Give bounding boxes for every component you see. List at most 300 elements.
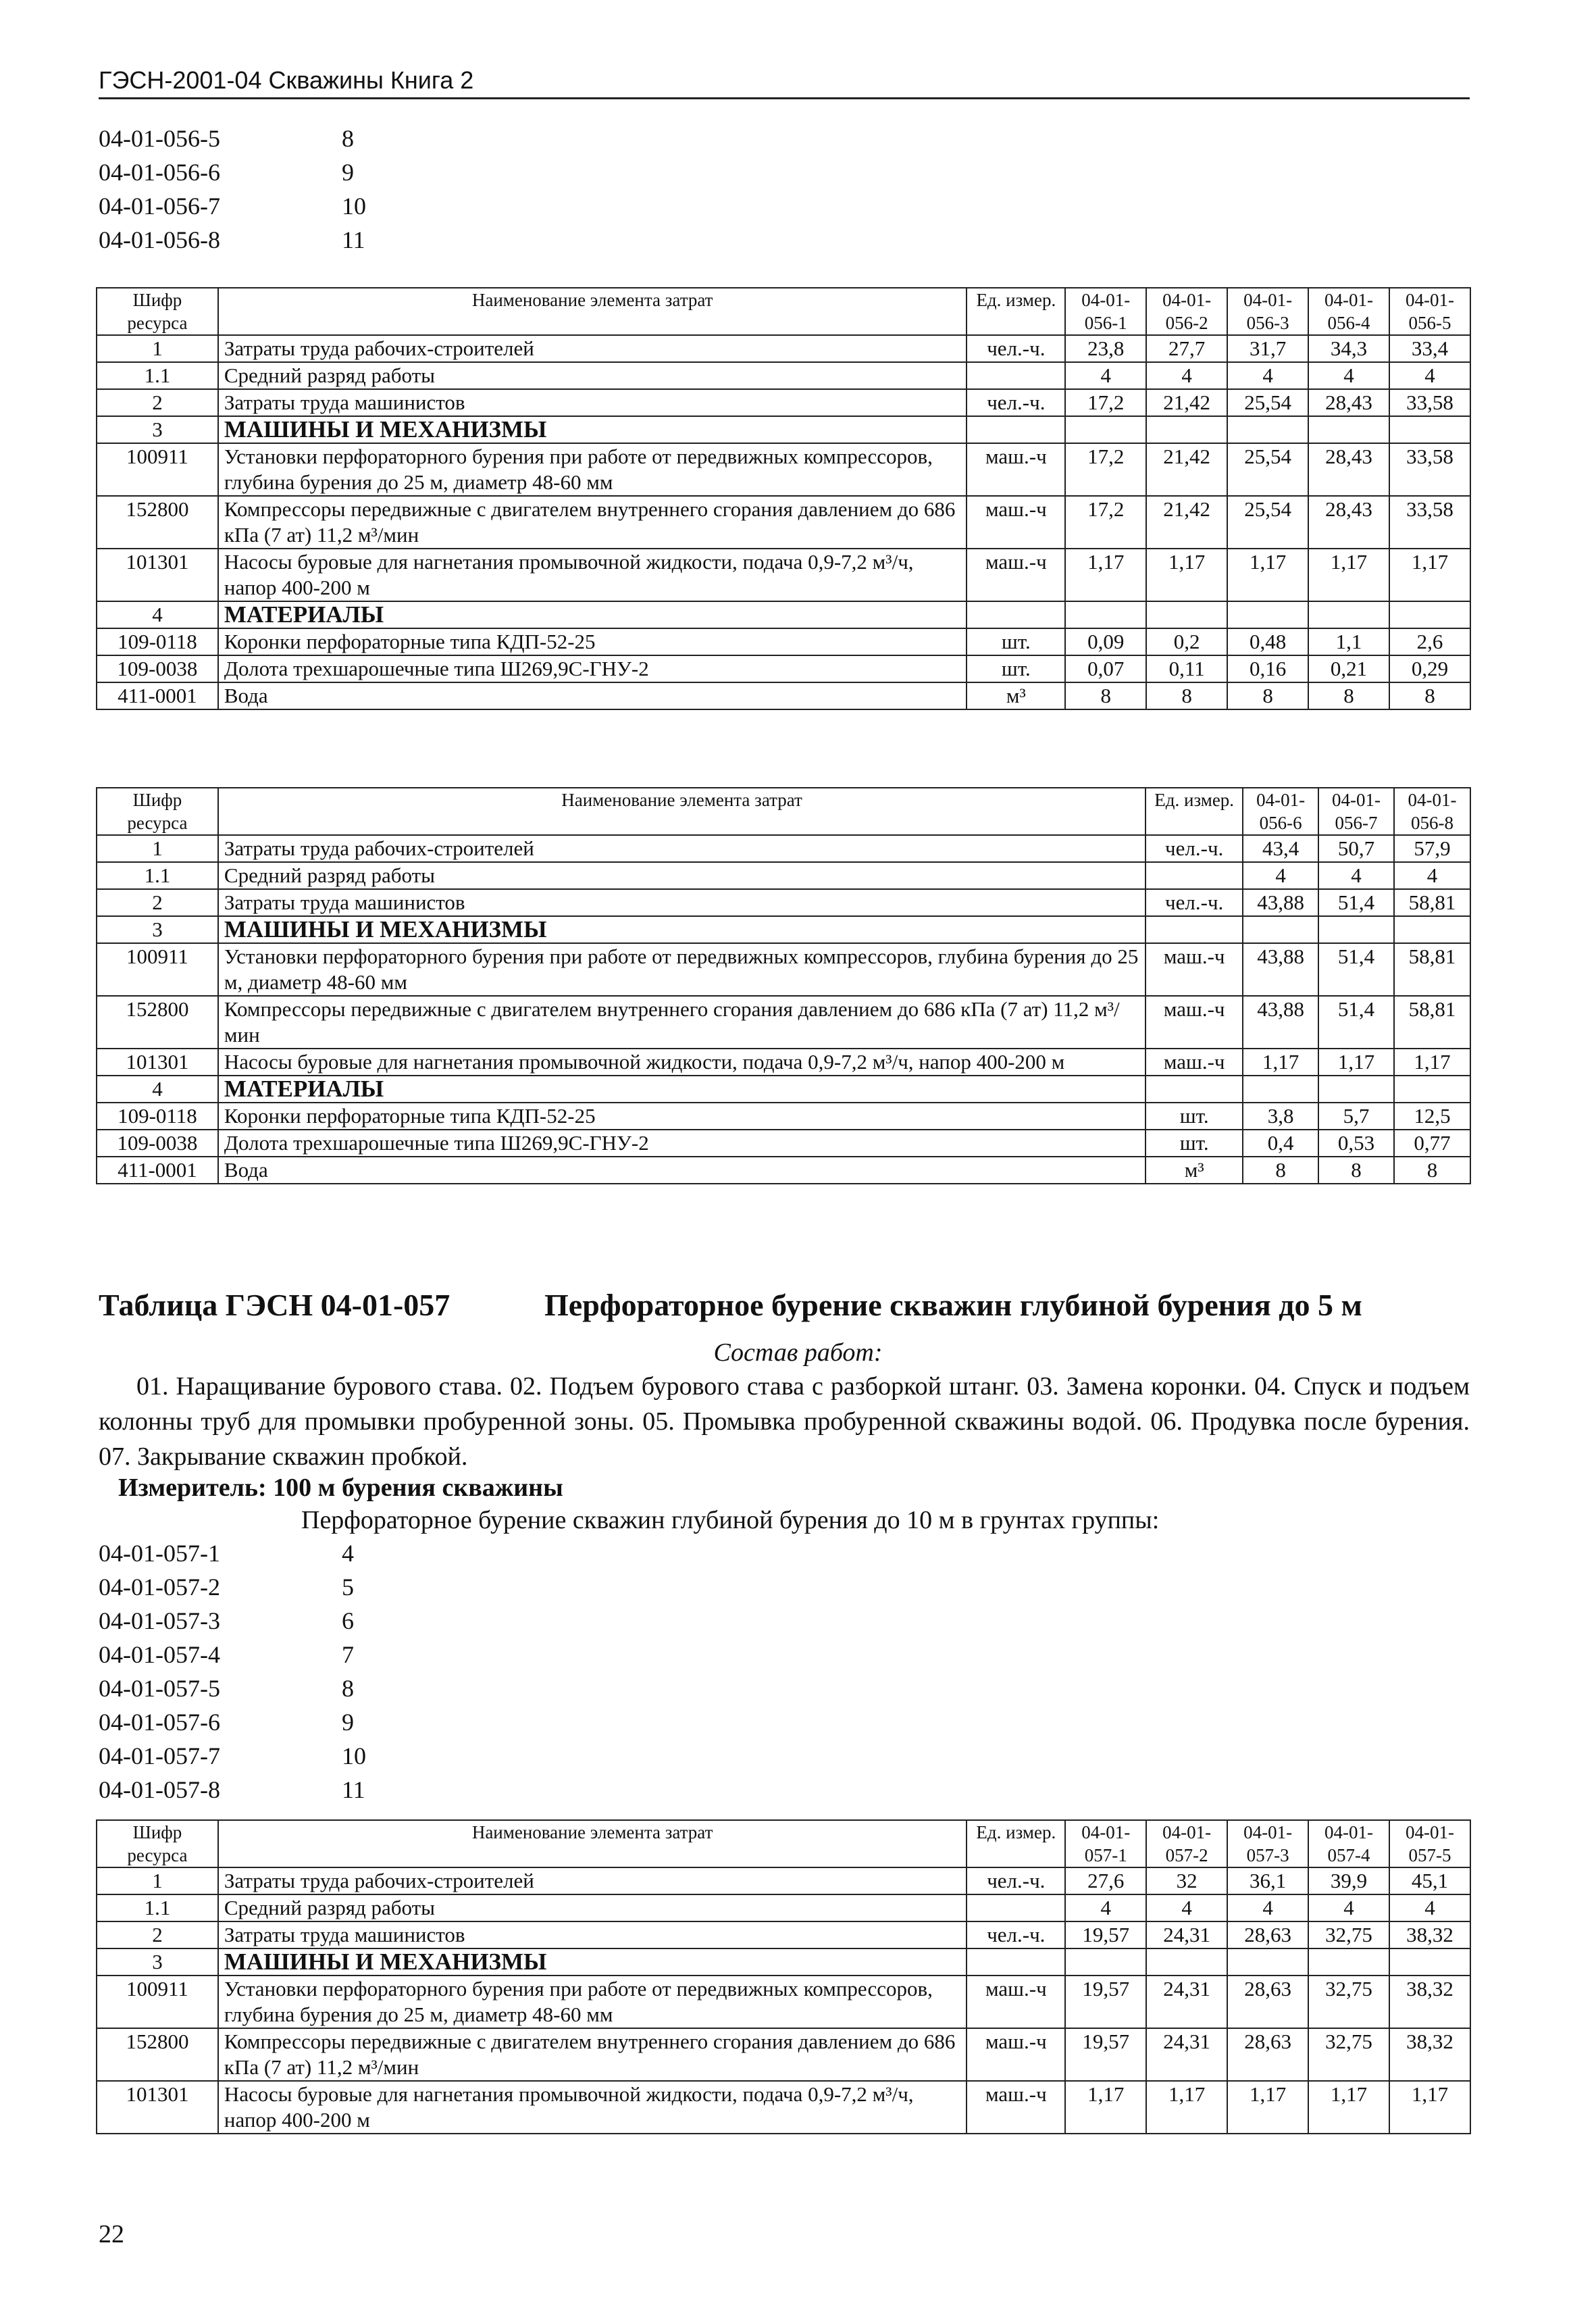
- row-name: Долота трехшарошечные типа Ш269,9С-ГНУ-2: [218, 655, 967, 682]
- code-number: 04-01-056-5: [99, 125, 220, 152]
- row-code: 1.1: [97, 1894, 218, 1921]
- row-value: 8: [1065, 682, 1146, 709]
- soil-group: 4: [342, 1540, 354, 1567]
- row-value: [1146, 1948, 1227, 1976]
- code-row: [99, 1638, 366, 1671]
- row-value: 1,17: [1308, 549, 1389, 601]
- table-row: [97, 835, 1470, 862]
- row-value: 28,43: [1308, 496, 1389, 549]
- row-value: 57,9: [1394, 835, 1470, 862]
- row-value: 34,3: [1308, 335, 1389, 362]
- table-row: [97, 916, 1470, 943]
- row-value: [1308, 1948, 1389, 1976]
- row-code: 152800: [97, 496, 218, 549]
- row-value: 19,57: [1065, 1921, 1146, 1948]
- row-value: [1394, 916, 1470, 943]
- row-value: 1,17: [1065, 549, 1146, 601]
- header-row: [97, 288, 1470, 335]
- row-name: Компрессоры передвижные с двигателем внутреннего сгорания давлением до 686 кПа (7 ат) 11,2 м³/мин: [218, 496, 967, 549]
- row-code: 101301: [97, 1049, 218, 1076]
- row-value: 23,8: [1065, 335, 1146, 362]
- row-code: 101301: [97, 2081, 218, 2134]
- row-value: 17,2: [1065, 389, 1146, 416]
- header-col: 04-01-056-5: [1389, 288, 1470, 335]
- row-code: 2: [97, 389, 218, 416]
- header-col: 04-01-056-4: [1308, 288, 1389, 335]
- row-unit: [1145, 1076, 1243, 1103]
- meter-label: Измеритель: 100 м бурения скважины: [118, 1474, 563, 1502]
- code-row: [99, 1773, 366, 1807]
- row-value: 28,63: [1227, 2028, 1308, 2081]
- row-value: 0,77: [1394, 1130, 1470, 1157]
- table-row: [97, 943, 1470, 996]
- row-name: Средний разряд работы: [218, 1894, 967, 1921]
- row-value: 0,09: [1065, 628, 1146, 655]
- header-name: Наименование элемента затрат: [218, 788, 1145, 835]
- section-heading: МАШИНЫ И МЕХАНИЗМЫ: [218, 416, 967, 443]
- row-value: [1318, 916, 1394, 943]
- row-value: 1,17: [1243, 1049, 1318, 1076]
- table-row: [97, 601, 1470, 628]
- row-value: 8: [1146, 682, 1227, 709]
- code-row: [99, 189, 366, 223]
- table-row: [97, 1894, 1470, 1921]
- header-col: 04-01-056-1: [1065, 288, 1146, 335]
- row-value: 1,17: [1146, 2081, 1227, 2134]
- row-name: Затраты труда рабочих-строителей: [218, 335, 967, 362]
- row-name: Насосы буровые для нагнетания промывочной жидкости, подача 0,9-7,2 м³/ч, напор 400-200 м: [218, 549, 967, 601]
- row-value: 1,17: [1389, 549, 1470, 601]
- row-unit: чел.-ч.: [1145, 835, 1243, 862]
- row-value: 1,17: [1146, 549, 1227, 601]
- soil-group: 6: [342, 1607, 354, 1634]
- row-value: 38,32: [1389, 2028, 1470, 2081]
- header-unit: Ед. измер.: [967, 1820, 1065, 1867]
- code-row: [99, 122, 366, 155]
- row-value: 25,54: [1227, 389, 1308, 416]
- row-code: 1.1: [97, 362, 218, 389]
- section-heading: МАТЕРИАЛЫ: [218, 601, 967, 628]
- row-value: 58,81: [1394, 889, 1470, 916]
- row-value: 0,11: [1146, 655, 1227, 682]
- row-value: 4: [1227, 1894, 1308, 1921]
- row-code: 109-0118: [97, 628, 218, 655]
- header-col: 04-01-056-3: [1227, 288, 1308, 335]
- row-value: [1065, 416, 1146, 443]
- row-value: 43,88: [1243, 996, 1318, 1049]
- row-unit: шт.: [967, 628, 1065, 655]
- row-name: Затраты труда машинистов: [218, 389, 967, 416]
- soil-group: 5: [342, 1574, 354, 1601]
- row-value: 3,8: [1243, 1103, 1318, 1130]
- row-value: 51,4: [1318, 996, 1394, 1049]
- row-value: 43,88: [1243, 889, 1318, 916]
- row-unit: маш.-ч: [1145, 996, 1243, 1049]
- table-row: [97, 655, 1470, 682]
- row-value: 38,32: [1389, 1921, 1470, 1948]
- code-number: 04-01-057-4: [99, 1641, 220, 1668]
- row-value: 1,17: [1308, 2081, 1389, 2134]
- row-value: 32: [1146, 1867, 1227, 1894]
- row-value: 33,58: [1389, 389, 1470, 416]
- cost-table-056-1-5: [96, 287, 1471, 710]
- cost-table-056-6-8: [96, 787, 1471, 1184]
- row-value: [1318, 1076, 1394, 1103]
- row-value: 32,75: [1308, 1976, 1389, 2028]
- row-value: 51,4: [1318, 889, 1394, 916]
- row-value: 19,57: [1065, 1976, 1146, 2028]
- page-header: ГЭСН-2001-04 Скважины Книга 2: [99, 66, 1470, 99]
- row-name: Установки перфораторного бурения при работе от передвижных компрессоров, глубина бурения до 25 м, диаметр 48-60 мм: [218, 443, 967, 496]
- header-name: Наименование элемента затрат: [218, 1820, 967, 1867]
- header-col: 04-01-056-2: [1146, 288, 1227, 335]
- header-col: 04-01-057-2: [1146, 1820, 1227, 1867]
- table-row: [97, 996, 1470, 1049]
- row-code: 109-0038: [97, 1130, 218, 1157]
- row-value: [1243, 1076, 1318, 1103]
- row-name: Средний разряд работы: [218, 362, 967, 389]
- row-code: 411-0001: [97, 1157, 218, 1184]
- row-value: 8: [1318, 1157, 1394, 1184]
- table-row: [97, 1948, 1470, 1976]
- soil-group: 8: [342, 125, 354, 152]
- row-value: 1,17: [1318, 1049, 1394, 1076]
- header-col: 04-01-057-1: [1065, 1820, 1146, 1867]
- row-value: 8: [1243, 1157, 1318, 1184]
- row-value: 1,17: [1065, 2081, 1146, 2134]
- row-unit: маш.-ч: [967, 2028, 1065, 2081]
- row-name: Затраты труда машинистов: [218, 889, 1145, 916]
- row-value: 38,32: [1389, 1976, 1470, 2028]
- row-value: 32,75: [1308, 2028, 1389, 2081]
- code-number: 04-01-057-3: [99, 1607, 220, 1634]
- code-number: 04-01-057-2: [99, 1574, 220, 1601]
- code-row: [99, 1536, 366, 1570]
- table-row: [97, 1130, 1470, 1157]
- row-name: Установки перфораторного бурения при работе от передвижных компрессоров, глубина бурения до 25 м, диаметр 48-60 мм: [218, 943, 1145, 996]
- row-code: 101301: [97, 549, 218, 601]
- table-row: [97, 2028, 1470, 2081]
- row-unit: шт.: [967, 655, 1065, 682]
- row-unit: чел.-ч.: [967, 1921, 1065, 1948]
- code-row: [99, 1604, 366, 1638]
- row-value: 8: [1389, 682, 1470, 709]
- row-unit: маш.-ч: [967, 443, 1065, 496]
- code-number: 04-01-057-6: [99, 1709, 220, 1736]
- row-value: 4: [1065, 362, 1146, 389]
- table-row: [97, 1103, 1470, 1130]
- row-value: 1,17: [1394, 1049, 1470, 1076]
- row-code: 411-0001: [97, 682, 218, 709]
- table-row: [97, 389, 1470, 416]
- composition-text: 01. Наращивание бурового става. 02. Подъем бурового става с разборкой штанг. 03. Замена коронки. 04. Спуск и подъем колонны труб для промывки пробуренной зоны. 05. Промывка пробуренной скважины водой. 06. Продувка после бурения. 07. Закрывание скважин пробкой.: [99, 1372, 1470, 1471]
- row-value: 25,54: [1227, 443, 1308, 496]
- row-value: 17,2: [1065, 496, 1146, 549]
- row-unit: [967, 1894, 1065, 1921]
- row-value: [1243, 916, 1318, 943]
- header-code: Шифр ресурса: [97, 788, 218, 835]
- code-number: 04-01-056-8: [99, 226, 220, 253]
- row-unit: маш.-ч: [1145, 943, 1243, 996]
- soil-group: 10: [342, 193, 366, 220]
- code-number: 04-01-056-7: [99, 193, 220, 220]
- row-unit: м³: [1145, 1157, 1243, 1184]
- row-value: 4: [1389, 362, 1470, 389]
- row-value: 33,4: [1389, 335, 1470, 362]
- row-value: [1146, 416, 1227, 443]
- row-value: 4: [1308, 362, 1389, 389]
- row-unit: [1145, 862, 1243, 889]
- row-value: [1065, 1948, 1146, 1976]
- header-unit: Ед. измер.: [967, 288, 1065, 335]
- code-row: [99, 1739, 366, 1773]
- row-name: Насосы буровые для нагнетания промывочной жидкости, подача 0,9-7,2 м³/ч, напор 400-200 м: [218, 2081, 967, 2134]
- header-col: 04-01-057-5: [1389, 1820, 1470, 1867]
- composition-title: Состав работ:: [713, 1338, 883, 1367]
- row-code: 109-0118: [97, 1103, 218, 1130]
- row-value: 39,9: [1308, 1867, 1389, 1894]
- row-unit: маш.-ч: [1145, 1049, 1243, 1076]
- cost-table-057-1-5: [96, 1819, 1471, 2134]
- row-value: 33,58: [1389, 496, 1470, 549]
- soil-group: 9: [342, 159, 354, 186]
- row-value: [1389, 416, 1470, 443]
- row-unit: [1145, 916, 1243, 943]
- row-unit: [967, 416, 1065, 443]
- row-value: 17,2: [1065, 443, 1146, 496]
- row-value: [1308, 601, 1389, 628]
- table-row: [97, 496, 1470, 549]
- row-unit: [967, 1948, 1065, 1976]
- code-row: [99, 1671, 366, 1705]
- row-value: 24,31: [1146, 1976, 1227, 2028]
- row-name: Насосы буровые для нагнетания промывочной жидкости, подача 0,9-7,2 м³/ч, напор 400-200 м: [218, 1049, 1145, 1076]
- table-row: [97, 628, 1470, 655]
- row-unit: чел.-ч.: [1145, 889, 1243, 916]
- row-unit: маш.-ч: [967, 549, 1065, 601]
- row-value: 43,88: [1243, 943, 1318, 996]
- row-value: 2,6: [1389, 628, 1470, 655]
- code-number: 04-01-057-7: [99, 1742, 220, 1769]
- table-row: [97, 862, 1470, 889]
- row-value: 31,7: [1227, 335, 1308, 362]
- header-col: 04-01-056-7: [1318, 788, 1394, 835]
- row-code: 152800: [97, 2028, 218, 2081]
- row-value: [1227, 601, 1308, 628]
- row-value: [1389, 601, 1470, 628]
- row-unit: чел.-ч.: [967, 335, 1065, 362]
- header-col: 04-01-057-4: [1308, 1820, 1389, 1867]
- row-unit: чел.-ч.: [967, 389, 1065, 416]
- soil-group: 8: [342, 1675, 354, 1702]
- row-name: Компрессоры передвижные с двигателем внутреннего сгорания давлением до 686 кПа (7 ат) 11,2 м³/мин: [218, 996, 1145, 1049]
- row-value: 4: [1146, 1894, 1227, 1921]
- row-value: 50,7: [1318, 835, 1394, 862]
- row-value: 12,5: [1394, 1103, 1470, 1130]
- section-heading: МАШИНЫ И МЕХАНИЗМЫ: [218, 916, 1145, 943]
- table-title: Перфораторное бурение скважин глубиной бурения до 5 м: [544, 1288, 1362, 1322]
- row-unit: [967, 362, 1065, 389]
- header-row: [97, 788, 1470, 835]
- header-unit: Ед. измер.: [1145, 788, 1243, 835]
- row-value: 45,1: [1389, 1867, 1470, 1894]
- row-name: Затраты труда рабочих-строителей: [218, 1867, 967, 1894]
- row-value: 28,63: [1227, 1921, 1308, 1948]
- row-value: [1146, 601, 1227, 628]
- table-row: [97, 1867, 1470, 1894]
- soil-group: 10: [342, 1742, 366, 1769]
- code-list-bottom: [99, 1536, 366, 1807]
- row-value: 21,42: [1146, 496, 1227, 549]
- row-value: [1394, 1076, 1470, 1103]
- row-code: 3: [97, 416, 218, 443]
- header-col: 04-01-057-3: [1227, 1820, 1308, 1867]
- row-value: 4: [1308, 1894, 1389, 1921]
- row-unit: шт.: [1145, 1130, 1243, 1157]
- row-value: 5,7: [1318, 1103, 1394, 1130]
- row-name: Коронки перфораторные типа КДП-52-25: [218, 1103, 1145, 1130]
- table-row: [97, 1976, 1470, 2028]
- code-row: [99, 1705, 366, 1739]
- row-code: 4: [97, 1076, 218, 1103]
- row-value: 8: [1227, 682, 1308, 709]
- row-value: 8: [1308, 682, 1389, 709]
- row-unit: маш.-ч: [967, 496, 1065, 549]
- row-unit: м³: [967, 682, 1065, 709]
- row-code: 100911: [97, 1976, 218, 2028]
- row-value: 0,07: [1065, 655, 1146, 682]
- row-name: Долота трехшарошечные типа Ш269,9С-ГНУ-2: [218, 1130, 1145, 1157]
- row-value: 0,29: [1389, 655, 1470, 682]
- row-code: 1: [97, 335, 218, 362]
- row-code: 1: [97, 1867, 218, 1894]
- section-heading: МАТЕРИАЛЫ: [218, 1076, 1145, 1103]
- header-row: [97, 1820, 1470, 1867]
- row-unit: [967, 601, 1065, 628]
- table-row: [97, 335, 1470, 362]
- row-value: [1065, 601, 1146, 628]
- code-row: [99, 1570, 366, 1604]
- section-heading: МАШИНЫ И МЕХАНИЗМЫ: [218, 1948, 967, 1976]
- row-value: 27,6: [1065, 1867, 1146, 1894]
- row-name: Вода: [218, 682, 967, 709]
- table-row: [97, 362, 1470, 389]
- row-value: 27,7: [1146, 335, 1227, 362]
- row-value: 0,16: [1227, 655, 1308, 682]
- table-row: [97, 2081, 1470, 2134]
- row-code: 100911: [97, 443, 218, 496]
- table-row: [97, 549, 1470, 601]
- row-value: 1,1: [1308, 628, 1389, 655]
- header-code: Шифр ресурса: [97, 1820, 218, 1867]
- table-row: [97, 1049, 1470, 1076]
- code-number: 04-01-057-1: [99, 1540, 220, 1567]
- row-value: 24,31: [1146, 2028, 1227, 2081]
- row-value: 28,43: [1308, 443, 1389, 496]
- row-code: 1: [97, 835, 218, 862]
- code-row: [99, 223, 366, 257]
- row-value: 1,17: [1227, 2081, 1308, 2134]
- table-row: [97, 416, 1470, 443]
- header-code: Шифр ресурса: [97, 288, 218, 335]
- row-value: 36,1: [1227, 1867, 1308, 1894]
- row-code: 4: [97, 601, 218, 628]
- row-value: [1227, 1948, 1308, 1976]
- page-number: 22: [99, 2220, 124, 2248]
- code-list-top: [99, 122, 366, 257]
- row-name: Коронки перфораторные типа КДП-52-25: [218, 628, 967, 655]
- table-label: Таблица ГЭСН 04-01-057: [99, 1288, 451, 1322]
- row-value: 4: [1227, 362, 1308, 389]
- row-value: 21,42: [1146, 443, 1227, 496]
- row-unit: маш.-ч: [967, 2081, 1065, 2134]
- row-value: 51,4: [1318, 943, 1394, 996]
- row-value: 33,58: [1389, 443, 1470, 496]
- row-code: 100911: [97, 943, 218, 996]
- row-code: 152800: [97, 996, 218, 1049]
- row-value: 58,81: [1394, 996, 1470, 1049]
- row-value: 4: [1243, 862, 1318, 889]
- code-number: 04-01-056-6: [99, 159, 220, 186]
- row-value: 4: [1389, 1894, 1470, 1921]
- table-row: [97, 443, 1470, 496]
- row-value: 0,2: [1146, 628, 1227, 655]
- row-value: [1308, 416, 1389, 443]
- row-value: 0,21: [1308, 655, 1389, 682]
- row-value: [1389, 1948, 1470, 1976]
- row-value: 25,54: [1227, 496, 1308, 549]
- row-code: 2: [97, 1921, 218, 1948]
- row-name: Затраты труда машинистов: [218, 1921, 967, 1948]
- table-row: [97, 889, 1470, 916]
- row-code: 3: [97, 916, 218, 943]
- row-code: 3: [97, 1948, 218, 1976]
- row-value: 4: [1394, 862, 1470, 889]
- header-name: Наименование элемента затрат: [218, 288, 967, 335]
- row-name: Средний разряд работы: [218, 862, 1145, 889]
- row-name: Компрессоры передвижные с двигателем внутреннего сгорания давлением до 686 кПа (7 ат) 11,2 м³/мин: [218, 2028, 967, 2081]
- row-value: 43,4: [1243, 835, 1318, 862]
- row-value: 0,4: [1243, 1130, 1318, 1157]
- row-code: 109-0038: [97, 655, 218, 682]
- row-value: 21,42: [1146, 389, 1227, 416]
- row-value: 24,31: [1146, 1921, 1227, 1948]
- code-number: 04-01-057-8: [99, 1776, 220, 1803]
- soil-group: 11: [342, 226, 365, 253]
- subtitle: Перфораторное бурение скважин глубиной бурения до 10 м в грунтах группы:: [301, 1506, 1160, 1534]
- code-number: 04-01-057-5: [99, 1675, 220, 1702]
- row-name: Вода: [218, 1157, 1145, 1184]
- table-row: [97, 1157, 1470, 1184]
- row-unit: маш.-ч: [967, 1976, 1065, 2028]
- table-row: [97, 1921, 1470, 1948]
- row-value: 0,48: [1227, 628, 1308, 655]
- soil-group: 11: [342, 1776, 365, 1803]
- header-col: 04-01-056-8: [1394, 788, 1470, 835]
- row-value: 58,81: [1394, 943, 1470, 996]
- row-value: 19,57: [1065, 2028, 1146, 2081]
- row-value: 1,17: [1389, 2081, 1470, 2134]
- row-value: [1227, 416, 1308, 443]
- soil-group: 7: [342, 1641, 354, 1668]
- row-value: 8: [1394, 1157, 1470, 1184]
- header-col: 04-01-056-6: [1243, 788, 1318, 835]
- row-value: 0,53: [1318, 1130, 1394, 1157]
- soil-group: 9: [342, 1709, 354, 1736]
- row-value: 1,17: [1227, 549, 1308, 601]
- row-name: Затраты труда рабочих-строителей: [218, 835, 1145, 862]
- row-value: 4: [1146, 362, 1227, 389]
